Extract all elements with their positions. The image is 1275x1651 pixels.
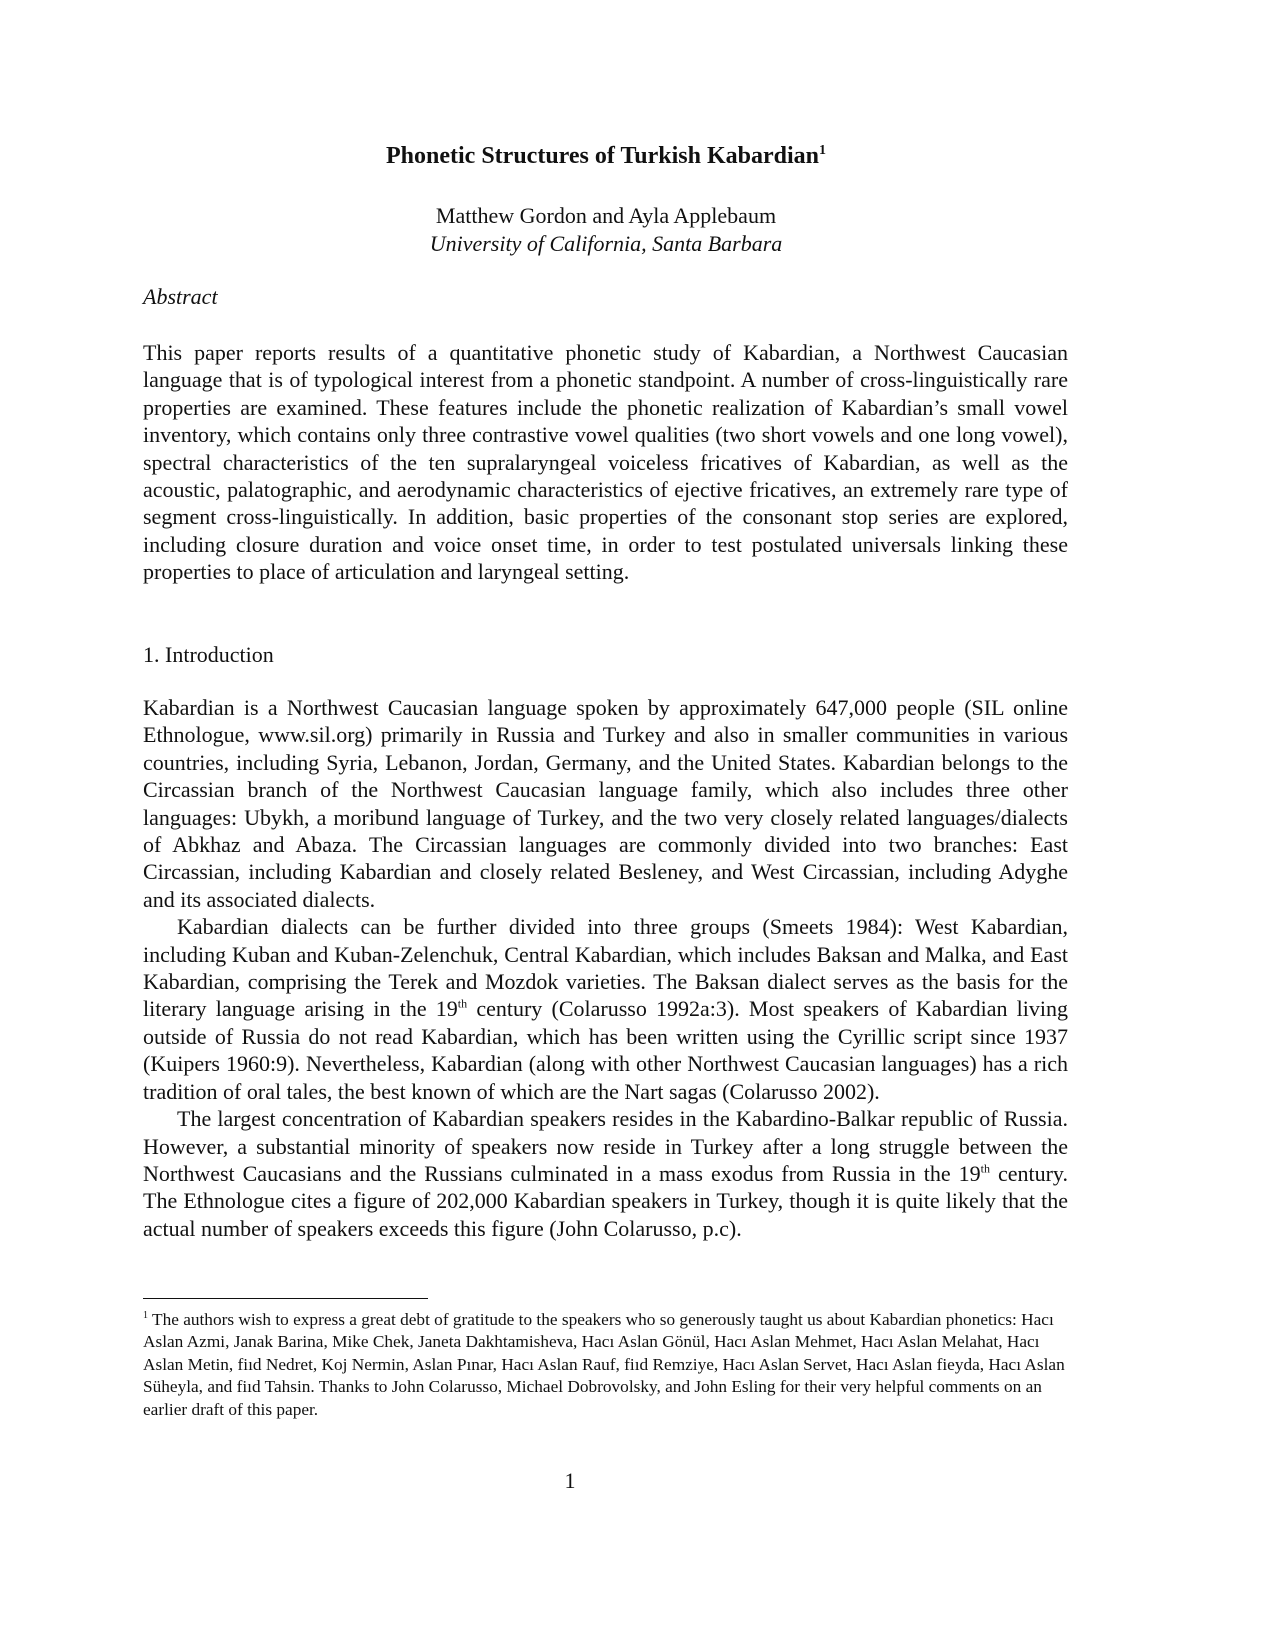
paragraph-3	[143, 1105, 1068, 1242]
abstract-text	[143, 339, 1068, 586]
paragraph-2	[143, 913, 1068, 1105]
authors: Matthew Gordon and Ayla Applebaum	[435, 203, 777, 228]
abstract-paragraph: This paper reports results of a quantitative phonetic study of Kabardian, a Northwest Caucasian language that is of typological interest from a phonetic standpoint. A number of cross-linguistically rare properties are examined. These features include the phonetic realization of Kabardian’s small vowel inventory, which contains only three contrastive vowel qualities (two short vowels and one long vowel), spectral characteristics of the ten supralaryngeal voiceless fricatives of Kabardian, as well as the acoustic, palatographic, and aerodynamic characteristics of ejective fricatives, an extremely rare type of segment cross-linguistically. In addition, basic properties of the consonant stop series are explored, including closure duration and voice onset time, in order to test postulated universals linking these properties to place of articulation and laryngeal setting.	[143, 340, 1068, 585]
footnote-text: The authors wish to express a great debt of gratitude to the speakers who so generously taught us about Kabardian phonetics: Hacı Aslan Azmi, Janak Barina, Mike Chek, Janeta Dakhtamisheva, Hacı Aslan Gönül, Hacı Aslan Mehmet, Hacı Aslan Melahat, Hacı Aslan Metin, fiıd Nedret, Koj Nermin, Aslan Pınar, Hacı Aslan Rauf, fiıd Remziye, Hacı Aslan Servet, Hacı Aslan fieyda, Hacı Aslan Süheyla, and fiıd Tahsin. Thanks to John Colarusso, Michael Dobrovolsky, and John Esling for their very helpful comments on an earlier draft of this paper.	[143, 1310, 1065, 1419]
introduction-body	[143, 694, 1068, 1242]
title-footnote-mark: 1	[818, 143, 826, 158]
title-text: Phonetic Structures of Turkish Kabardian	[386, 143, 819, 169]
affiliation: University of California, Santa Barbara	[429, 231, 783, 256]
author-block	[0, 202, 1212, 258]
p3-sup: th	[980, 1161, 990, 1176]
p2-text-a: Kabardian dialects can be further divided into three groups (Smeets 1984): West Kabardian, including Kuban and Kuban-Zelenchuk, Central Kabardian, which includes Baksan and Malka, and East Kabardian, comprising the Terek and Mozdok varieties. The Baksan dialect serves as the basis for the literary language arising in the 19	[143, 914, 1068, 1022]
paper-title	[0, 143, 1212, 170]
footnote-mark: 1	[143, 1310, 148, 1322]
p3-text-a: The largest concentration of Kabardian speakers resides in the Kabardino-Balkar republic of Russia. However, a substantial minority of speakers now reside in Turkey after a long struggle between the Northwest Caucasians and the Russians culminated in a mass exodus from Russia in the 19	[143, 1106, 1068, 1186]
p2-sup: th	[457, 997, 468, 1012]
page-number: 1	[564, 1468, 576, 1493]
paragraph-1: Kabardian is a Northwest Caucasian language spoken by approximately 647,000 people (SIL online Ethnologue, www.sil.org) primarily in Russia and Turkey and also in smaller communities in various countries, including Syria, Lebanon, Jordan, Germany, and the United States. Kabardian belongs to the Circassian branch of the Northwest Caucasian language family, which also includes three other languages: Ubykh, a moribund language of Turkey, and the two very closely related languages/dialects of Abkhaz and Abaza. The Circassian languages are commonly divided into two branches: East Circassian, including Kabardian and closely related Besleney, and West Circassian, including Adyghe and its associated dialects.	[143, 695, 1068, 912]
p2-text-b: century (Colarusso 1992a:3). Most speakers of Kabardian living outside of Russia do not read Kabardian, which has been written using the Cyrillic script since 1937 (Kuipers 1960:9). Nevertheless, Kabardian (along with other Northwest Caucasian languages) has a rich tradition of oral tales, the best known of which are the Nart sagas (Colarusso 2002).	[143, 996, 1068, 1104]
footnote	[143, 1309, 1068, 1421]
p3-text-b: century. The Ethnologue cites a figure of 202,000 Kabardian speakers in Turkey, though it is quite likely that the actual number of speakers exceeds this figure (John Colarusso, p.c).	[143, 1160, 1068, 1241]
section-heading-introduction: 1. Introduction	[143, 642, 274, 667]
abstract-heading: Abstract	[143, 284, 218, 309]
footnote-divider	[143, 1298, 428, 1299]
